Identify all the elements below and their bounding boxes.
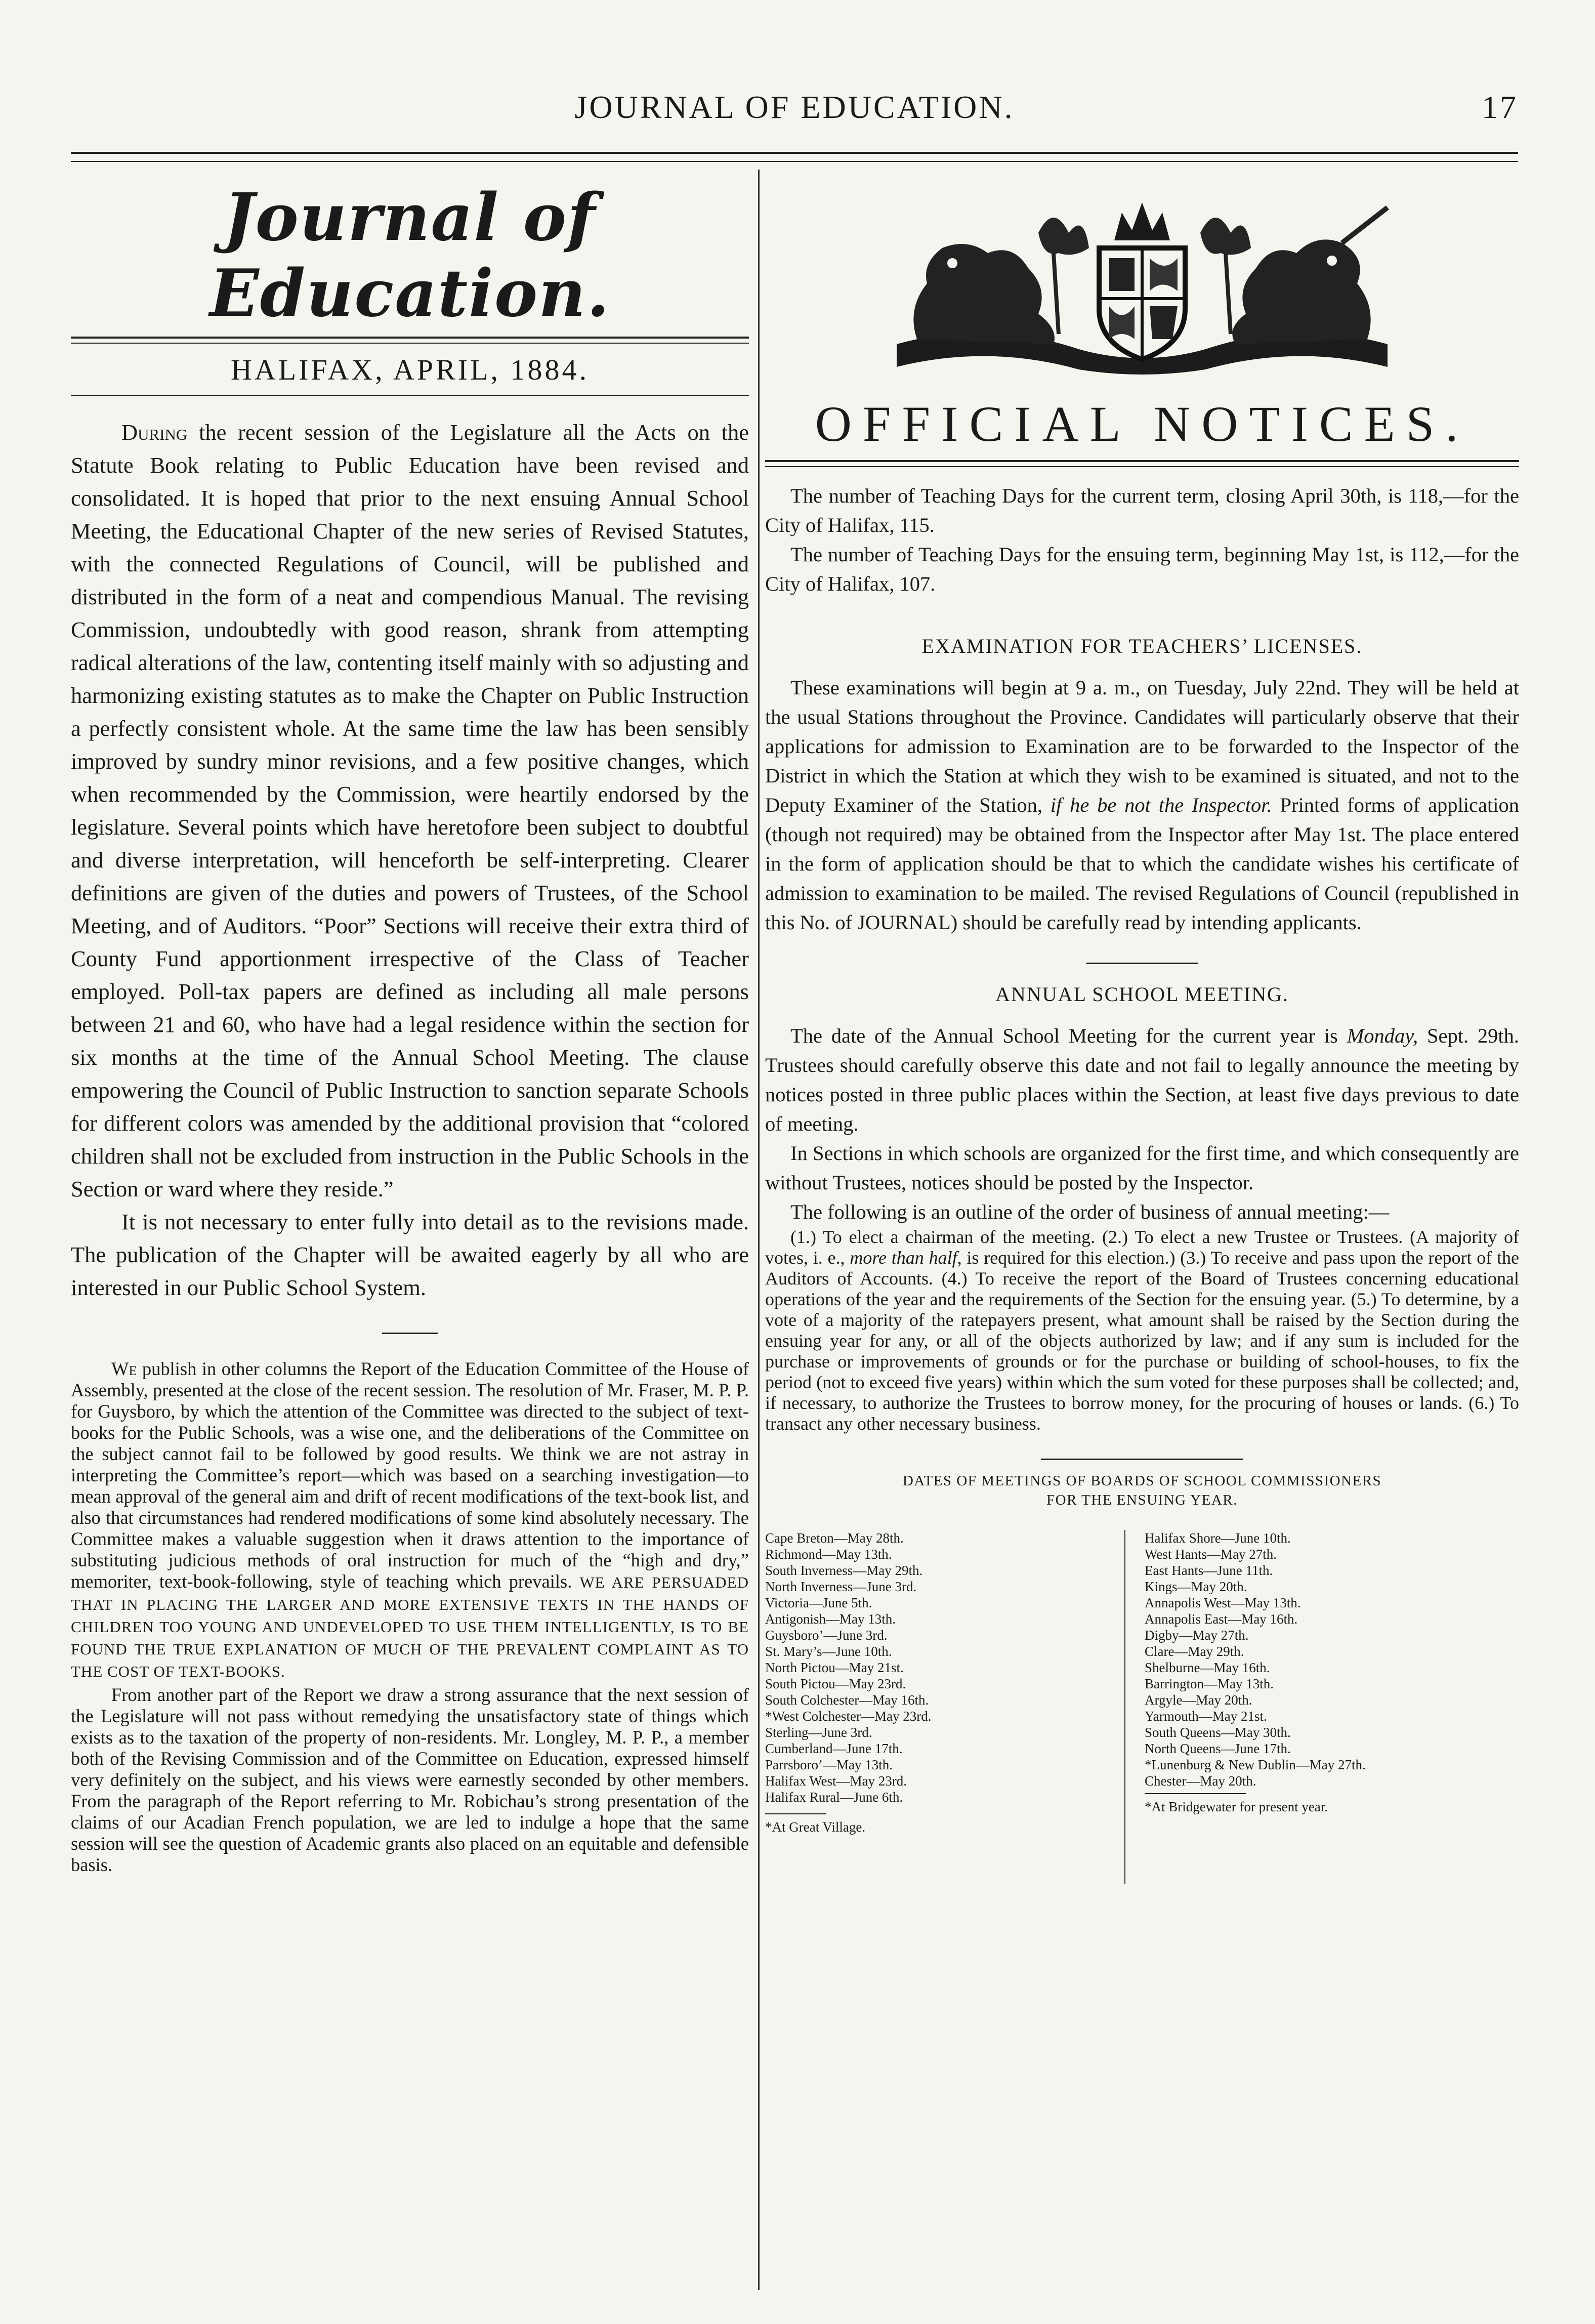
business-text-b: is required for this election.) (3.) To receive and pass upon the report of the Auditors of Accounts. (4.) To receive the report of the Board of Trustees concerning educational operations of the year and the requirements of the Section for the ensuing year. (5.) To determine, by a vote of a majority of the ratepayers present, what amount shall be raised by the Section during the ensuing year for any, or all of the objects authorized by law; and if any sum is included for the purchase or improvements of grounds or for the purchase or building of school-houses, to fix the period (not to exceed five years) within which the sum voted for these purposes shall be collected; and, if necessary, to authorize the Trustees to borrow money, for the procuring of houses or lands. (6.) To transact any other necessary business. [765,1248,1519,1434]
dates-entry: North Queens—June 17th. [1145,1741,1291,1756]
dates-entry: Annapolis East—May 16th. [1145,1611,1298,1627]
meeting-new-sections: In Sections in which schools are organized for the first time, and which consequently are without Trustees, notices should be posted by the Inspector. [765,1142,1519,1194]
dates-entry: Barrington—May 13th. [1145,1676,1274,1691]
dates-entry: *West Colchester—May 23rd. [765,1709,932,1724]
dates-entry: North Inverness—June 3rd. [765,1579,917,1594]
report-paragraph-2: From another part of the Report we draw a strong assurance that the next session of the Legislature will not pass without remedying the unsatisfactory state of things which exists as to the taxation of the property of non-residents. Mr. Longley, M. P. P., a member both of the Revising Commission and of the Committee on Education, expressed himself very definitely on the subject, and his views were earnestly seconded by other members. From the paragraph of the Report referring to Mr. Robichau’s strong presentation of the claims of our Acadian French population, we are led to indulge a hope that the same session will see the question of Academic grants also placed on an equitable and defensible basis. [71,1684,749,1875]
footnote-rule-right [1145,1793,1246,1794]
report-paragraph [71,1358,749,1682]
dates-entry: South Inverness—May 29th. [765,1563,923,1578]
dates-entry: Argyle—May 20th. [1145,1692,1252,1708]
dates-entry: Sterling—June 3rd. [765,1725,872,1740]
dates-left-column [765,1530,1119,1805]
meeting-italic-day: Monday, [1347,1024,1418,1047]
meeting-heading: ANNUAL SCHOOL MEETING. [995,983,1289,1006]
footnote-left: *At Great Village. [765,1819,866,1835]
dates-entry: Annapolis West—May 13th. [1145,1595,1301,1610]
dates-entry: Parrsboro’—May 13th. [765,1757,893,1772]
dates-entry: Yarmouth—May 21st. [1145,1709,1267,1724]
dates-entry: Halifax West—May 23rd. [765,1773,907,1789]
teaching-days-current: The number of Teaching Days for the current term, closing April 30th, is 118,—for the City of Halifax, 115. [765,484,1519,536]
mid-divider-1 [1086,963,1198,964]
dateline: HALIFAX, APRIL, 1884. [230,353,590,386]
dates-entry: Cape Breton—May 28th. [765,1530,904,1546]
masthead: Journal of Education. [209,180,610,331]
meeting-text-b: Sept. 29th. Trustees should carefully observe this date and not fail to legally announce the meeting by notices posted in three public places within the Section, at least five days previous to date of meeting. [765,1024,1519,1135]
right-column [765,175,1519,1904]
report-caps: WE ARE PERSUADED THAT IN PLACING THE LARGER AND MORE EXTENSIVE TEXTS IN THE HANDS OF CHILDREN TOO YOUNG AND UNDEVELOPED TO USE THEM INTELLIGENTLY, IS TO BE FOUND THE TRUE EXPLANATION OF MUCH OF THE PREVALENT COMPLAINT AS TO THE COST OF TEXT-BOOKS. [71,1573,749,1680]
dates-entry: West Hants—May 27th. [1145,1547,1277,1562]
exam-text-2: Printed forms of application (though not required) may be obtained from the Inspector after May 1st. The place entered in the form of application should be that to which the candidate wishes his certificate of admission to examination to be mailed. The revised Regulations of Council (republished in this No. of JOURNAL) should be carefully read by intending applicants. [765,794,1520,934]
business-italic: more than half, [850,1248,962,1268]
dates-entry: South Pictou—May 23rd. [765,1676,906,1691]
dates-heading-line2: FOR THE ENSUING YEAR. [1046,1492,1238,1508]
dates-entry: Digby—May 27th. [1145,1628,1249,1643]
left-column [71,175,749,1876]
header-rule-thin [71,161,1518,162]
dates-entry: Chester—May 20th. [1145,1773,1256,1789]
dates-entry: Cumberland—June 17th. [765,1741,903,1756]
dates-entry: St. Mary’s—June 10th. [765,1644,892,1659]
dates-entry: Victoria—June 5th. [765,1595,872,1610]
dates-entry: South Queens—May 30th. [1145,1725,1291,1740]
dates-entry: Antigonish—May 13th. [765,1611,896,1627]
masthead-rule [71,337,749,344]
report-text: publish in other columns the Report of the Education Committee of the House of Assembly, presented at the close of the recent session. The resolution of Mr. Fraser, M. P. P. for Guysboro, by which the attention of the Committee was directed to the subject of text-books for the Public Schools, was a wise one, and the deliberations of the Committee on the subject cannot fail to be followed by good results. We think we are not astray in interpreting the Committee’s report—which was based on a searching investigation—to mean approval of the general aim and drift of recent modifications of the text-book list, and also that circumstances had rendered modifications of some kind absolutely necessary. The Committee makes a valuable suggestion when it draws attention to the importance of substituting judicious methods of oral instruction for much of the “high and dry,” memoriter, text-book-following, style of teaching which prevails. [71,1358,749,1592]
dates-entry: South Colchester—May 16th. [765,1692,929,1708]
official-notices-title: OFFICIAL NOTICES. [815,396,1470,452]
footnote-right: *At Bridgewater for present year. [1145,1799,1328,1814]
coat-of-arms-icon [887,192,1398,380]
editorial-para-2: It is not necessary to enter fully into detail as to the revisions made. The publication of the Chapter will be awaited eagerly by all who are interested in our Public School System. [71,1209,749,1300]
exam-heading: EXAMINATION FOR TEACHERS’ LICENSES. [921,635,1363,657]
dates-right-column [1145,1530,1519,1789]
column-divider [758,170,760,2290]
mid-divider-2 [1041,1459,1243,1460]
dates-entry: Richmond—May 13th. [765,1547,892,1562]
teaching-days-ensuing: The number of Teaching Days for the ensuing term, beginning May 1st, is 112,—for the City of Halifax, 107. [765,543,1519,595]
dates-entry: Kings—May 20th. [1145,1579,1247,1594]
dates-entry: East Hants—June 11th. [1145,1563,1273,1578]
dates-heading [765,1471,1519,1510]
dates-entry: *Lunenburg & New Dublin—May 27th. [1145,1757,1366,1772]
dates-heading-line1: DATES OF MEETINGS OF BOARDS OF SCHOOL COMMISSIONERS [902,1473,1382,1489]
dates-entry: Halifax Rural—June 6th. [765,1790,903,1805]
running-head [71,89,1518,126]
editorial-lead [71,416,749,1206]
meeting-outline-intro: The following is an outline of the order of business of annual meeting:— [790,1200,1390,1223]
report-first-word: We [111,1358,137,1379]
meeting-business-list [765,1227,1519,1434]
notices-rule [765,460,1519,467]
short-divider [382,1333,438,1334]
exam-text-1: These examinations will begin at 9 a. m., on Tuesday, July 22nd. They will be held at the usual Stations throughout the Province. Candidates will particularly observe that their applications for admission to Examination are to be forwarded to the Inspector of the District in which the Station at which they wish to be examined is situated, and not to the Deputy Examiner of the Station, [765,676,1519,816]
dates-entry: Clare—May 29th. [1145,1644,1244,1659]
lead-first-word: During [121,420,188,445]
header-rule-thick [71,152,1518,154]
footnote-rule-left [765,1813,826,1814]
business-text-a: (1.) To elect a chairman of the meeting. (2.) To elect a new Trustee or Trustees. (A majority of votes, i. e., [765,1227,1519,1268]
meeting-date-paragraph [765,1021,1519,1139]
dates-entry: Guysboro’—June 3rd. [765,1628,888,1643]
dates-table [765,1530,1519,1904]
page-number: 17 [1482,89,1518,125]
exam-paragraph [765,673,1519,937]
exam-italic: if he be not the Inspector. [1050,794,1272,816]
dates-column-divider [1124,1530,1125,1884]
meeting-text-a: The date of the Annual School Meeting for the current year is [790,1024,1338,1047]
dates-entry: Halifax Shore—June 10th. [1145,1530,1291,1546]
dates-entry: North Pictou—May 21st. [765,1660,904,1675]
dateline-rule [71,395,749,396]
dates-entry: Shelburne—May 16th. [1145,1660,1270,1675]
running-title: JOURNAL OF EDUCATION. [574,89,1015,125]
lead-text: the recent session of the Legislature all the Acts on the Statute Book relating to Public Education have been revised and consolidated. It is hoped that prior to the next ensuing Annual School Meeting, the Educational Chapter of the new series of Revised Statutes, with the connected Regulations of Council, will be published and distributed in the form of a neat and compendious Manual. The revising Commission, undoubtedly with good reason, shrank from attempting radical alterations of the law, contenting itself mainly with so adjusting and harmonizing existing statutes as to make the Chapter on Public Instruction a perfectly consistent whole. At the same time the law has been sensibly improved by sundry minor revisions, and a few positive changes, which when recommended by the Commission, were heartily endorsed by the legislature. Several points which have heretofore been subject to doubtful and diverse interpretation, will henceforth be self-interpreting. Clearer definitions are given of the duties and powers of Trustees, of the School Meeting, and of Auditors. “Poor” Sections will receive their extra third of County Fund apportionment irrespective of the Class of Teacher employed. Poll-tax papers are defined as including all male persons between 21 and 60, who have had a legal residence within the section for six months at the time of the Annual School Meeting. The clause empowering the Council of Public Instruction to sanction separate Schools for different colors was amended by the additional provision that “colored children shall not be excluded from instruction in the Public Schools in the Section or ward where they reside.” [71,420,749,1201]
